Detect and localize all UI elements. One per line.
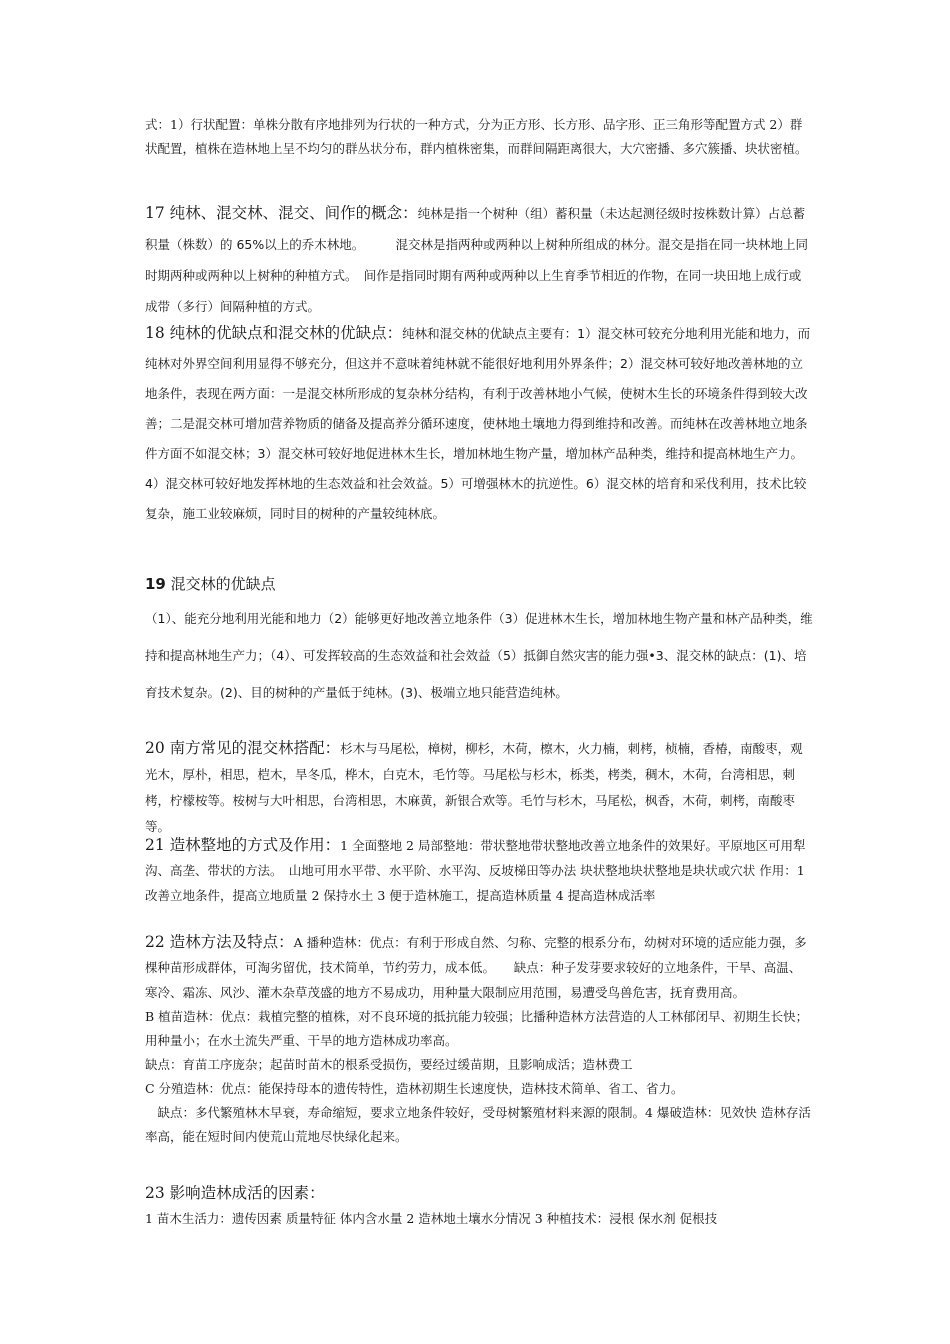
section-20-body: 杉木与马尾松，樟树，柳杉，木荷，檫木，火力楠，刺栲，桢楠，香椿，南酸枣，观光木，厚朴，相思，桤木，旱冬瓜，桦木，白克木，毛竹等。马尾松与杉木，栎类，栲类，稠木，木荷，台湾相思，刺栲，柠檬桉等。桉树与大叶相思，台湾相思，木麻黄，新银合欢等。毛竹与杉木，马尾松，枫香，木荷，刺栲，南酸枣等。 <box>145 741 803 834</box>
section-23-heading: 23 影响造林成活的因素： <box>145 1184 325 1202</box>
section-22 <box>145 930 813 1149</box>
intro-paragraph: 式：1）行状配置：单株分散有序地排列为行状的一种方式，分为正方形、长方形、品字形、正三角形等配置方式 2）群状配置，植株在造林地上呈不均匀的群丛状分布，群内植株密集，而群间隔距离很大，大穴密播、多穴簇播、块状密植。 <box>145 117 808 156</box>
section-21-body: 1 全面整地 2 局部整地：带状整地带状整地改善立地条件的效果好。平原地区可用犁沟、高垄、带状的方法。 山地可用水平带、水平阶、水平沟、反坡梯田等办法 块状整地块状整地是块状或穴状 作用：1 改善立地条件，提高立地质量 2 保持水土 3 便于造林施工，提高造林质量 4 提高造林成活率 <box>145 838 806 903</box>
section-18-heading: 18 纯林的优缺点和混交林的优缺点： <box>145 324 403 342</box>
section-18 <box>145 318 813 528</box>
section-19-title <box>145 572 813 596</box>
section-22-heading: 22 造林方法及特点： <box>145 933 294 951</box>
section-17-body: 纯林是指一个树种（组）蓄积量（未达起测径级时按株数计算）占总蓄积量（株数）的 65%以上的乔木林地。 混交林是指两种或两种以上树种所组成的林分。混交是指在同一块林地上同时期两种或两种以上树种的种植方式。 间作是指同时期有两种或两种以上生育季节相近的作物，在同一块田地上成行或成带（多行）间隔种植的方式。 <box>145 206 809 314</box>
section-22-part-c: C 分殖造林：优点：能保持母本的遗传特性，造林初期生长速度快，造林技术简单、省工、省力。 <box>145 1081 684 1096</box>
section-20 <box>145 735 813 839</box>
section-23-body: 1 苗木生活力：遗传因素 质量特征 体内含水量 2 造林地土壤水分情况 3 种植技术：浸根 保水剂 促根技 <box>145 1211 718 1226</box>
section-19-number: 19 <box>145 575 166 593</box>
section-21-heading: 21 造林整地的方式及作用： <box>145 836 341 854</box>
section-19-heading: 混交林的优缺点 <box>165 575 276 593</box>
section-18-body: 纯林和混交林的优缺点主要有：1）混交林可较充分地利用光能和地力，而纯林对外界空间利用显得不够充分，但这并不意味着纯林就不能很好地利用外界条件；2）混交林可较好地改善林地的立地条件，表现在两方面：一是混交林所形成的复杂林分结构，有利于改善林地小气候，使树木生长的环境条件得到较大改善；二是混交林可增加营养物质的储备及提高养分循环速度，使林地土壤地力得到维持和改善。而纯林在改善林地立地条件方面不如混交林；3）混交林可较好地促进林木生长，增加林地生物产量，增加林产品种类，维持和提高林地生产力。4）混交林可较好地发挥林地的生态效益和社会效益。5）可增强林木的抗逆性。6）混交林的培育和采伐利用，技术比较复杂，施工业较麻烦，同时目的树种的产量较纯林底。 <box>145 326 811 521</box>
section-17 <box>145 198 813 322</box>
section-22-part-b-cons: 缺点：育苗工序庞杂；起苗时苗木的根系受损伤，要经过缓苗期，且影响成活；造林费工 <box>145 1057 633 1072</box>
section-19-body: （1）、能充分地利用光能和地力（2）能够更好地改善立地条件（3）促进林木生长，增加林地生物产量和林产品种类，维持和提高林地生产力；（4）、可发挥较高的生态效益和社会效益（5）抵御自然灾害的能力强•3、混交林的缺点：(1)、培育技术复杂。(2)、目的树种的产量低于纯林。(3)、极端立地只能营造纯林。 <box>145 611 813 700</box>
section-20-heading: 20 南方常见的混交林搭配： <box>145 739 341 757</box>
section-17-heading: 17 纯林、混交林、混交、间作的概念： <box>145 204 418 222</box>
section-21 <box>145 833 813 908</box>
section-22-part-b: B 植苗造林：优点：栽植完整的植株，对不良环境的抵抗能力较强；比播种造林方法营造的人工林郁闭早、初期生长快；用种量小；在水土流失严重、干旱的地方造林成功率高。 <box>145 1009 809 1048</box>
section-23 <box>145 1180 813 1232</box>
section-22-part-a: A 播种造林：优点：有利于形成自然、匀称、完整的根系分布，幼树对环境的适应能力强，多棵种苗形成群体，可淘劣留优，技术简单，节约劳力，成本低。 缺点：种子发芽要求较好的立地条件，干旱、高温、寒冷、霜冻、风沙、灌木杂草茂盛的地方不易成功，用种量大限制应用范围，易遭受鸟兽危害，抚育费用高。 <box>145 935 807 1000</box>
section-22-part-c-cons: 缺点：多代繁殖林木早衰，寿命缩短，要求立地条件较好，受母树繁殖材料来源的限制。4 爆破造林：见效快 造林存活率高，能在短时间内使荒山荒地尽快绿化起来。 <box>145 1105 811 1144</box>
